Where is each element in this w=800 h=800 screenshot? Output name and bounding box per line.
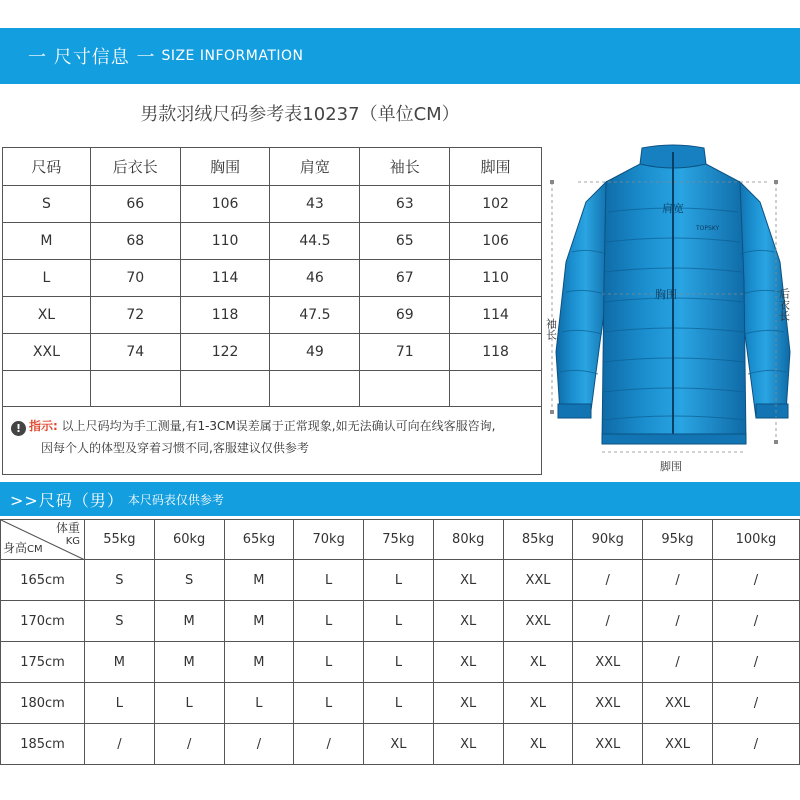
table-row (3, 186, 542, 223)
table-row (3, 223, 542, 260)
size-cell: / (712, 724, 799, 765)
size-cell: XL (433, 683, 503, 724)
size-cell: / (712, 601, 799, 642)
size-cell: L (294, 560, 364, 601)
size-cell: M (224, 560, 294, 601)
size-cell: XL (503, 724, 573, 765)
weight-header: 75kg (364, 520, 434, 560)
table-cell: XL (3, 297, 91, 334)
size-cell: S (85, 601, 155, 642)
table-cell: XXL (3, 334, 91, 371)
table-cell: 67 (360, 260, 450, 297)
size-cell: L (364, 642, 434, 683)
size-cell: S (85, 560, 155, 601)
size-cell: XL (503, 642, 573, 683)
size-cell: / (294, 724, 364, 765)
section-header (0, 28, 800, 84)
hem-label: 脚围 (660, 460, 682, 473)
size-recommendation-note: 本尺码表仅供参考 (127, 492, 224, 507)
jacket-image (544, 142, 800, 482)
size-cell: XXL (503, 601, 573, 642)
size-cell: L (294, 601, 364, 642)
height-cell: 165cm (1, 560, 85, 601)
size-cell: XL (433, 642, 503, 683)
table-row-empty (3, 371, 542, 407)
size-cell: / (224, 724, 294, 765)
size-cell: L (364, 683, 434, 724)
table-cell: 69 (360, 297, 450, 334)
table-header-row (3, 148, 542, 186)
size-cell: M (154, 642, 224, 683)
height-cell: 185cm (1, 724, 85, 765)
size-cell: L (294, 642, 364, 683)
size-cell: XL (433, 724, 503, 765)
size-cell: XXL (643, 724, 713, 765)
size-cell: / (573, 560, 643, 601)
size-cell: XL (503, 683, 573, 724)
size-cell: XXL (643, 683, 713, 724)
size-cell: M (85, 642, 155, 683)
size-cell: / (643, 642, 713, 683)
table-cell: 70 (90, 260, 180, 297)
size-cell: S (154, 560, 224, 601)
table-row (3, 260, 542, 297)
size-recommendation-title: >>尺码（男） (10, 490, 124, 510)
size-chart-title: 男款羽绒尺码参考表10237（单位CM） (140, 104, 460, 125)
table-cell: 71 (360, 334, 450, 371)
note-text-line1: 以上尺码均为手工测量,有1-3CM误差属于正常现象,如无法确认可向在线客服咨询, (61, 419, 496, 433)
table-row (1, 560, 800, 601)
column-header: 胸围 (180, 148, 270, 186)
note-label: 指示: (29, 419, 58, 433)
size-cell: / (712, 683, 799, 724)
jacket-illustration (544, 142, 800, 482)
table-row (3, 334, 542, 371)
size-cell: / (712, 560, 799, 601)
height-axis-label: 身高CM (3, 541, 43, 555)
table-cell: 114 (180, 260, 270, 297)
weight-header: 100kg (712, 520, 799, 560)
table-cell: 72 (90, 297, 180, 334)
table-cell: 46 (270, 260, 360, 297)
weight-header: 90kg (573, 520, 643, 560)
table-row (1, 642, 800, 683)
table-row (3, 297, 542, 334)
size-cell: / (573, 601, 643, 642)
table-cell: 106 (180, 186, 270, 223)
size-cell: XXL (573, 683, 643, 724)
weight-header: 95kg (643, 520, 713, 560)
weight-header-row (1, 520, 800, 560)
table-cell: M (3, 223, 91, 260)
brand-logo: TOPSKY (696, 225, 720, 232)
weight-header: 70kg (294, 520, 364, 560)
sleeve-label: 袖长 (544, 318, 558, 340)
column-header: 尺码 (3, 148, 91, 186)
back-length-label: 后衣长 (777, 288, 791, 321)
chest-label: 胸围 (655, 288, 677, 301)
weight-axis-label: 体重 KG (55, 521, 80, 547)
weight-header: 65kg (224, 520, 294, 560)
size-cell: L (85, 683, 155, 724)
size-cell: M (224, 642, 294, 683)
table-cell: S (3, 186, 91, 223)
size-cell: XL (433, 601, 503, 642)
measurement-note (3, 407, 542, 475)
height-cell: 170cm (1, 601, 85, 642)
size-cell: M (224, 601, 294, 642)
size-cell: L (364, 560, 434, 601)
size-cell: L (364, 601, 434, 642)
column-header: 后衣长 (90, 148, 180, 186)
note-text-line2: 因每个人的体型及穿着习惯不同,客服建议仅供参考 (41, 441, 309, 455)
table-cell: 44.5 (270, 223, 360, 260)
table-cell: 63 (360, 186, 450, 223)
size-cell: L (294, 683, 364, 724)
size-cell: / (712, 642, 799, 683)
table-cell: 118 (450, 334, 542, 371)
size-cell: XXL (573, 724, 643, 765)
size-cell: XL (433, 560, 503, 601)
size-cell: XXL (573, 642, 643, 683)
height-cell: 180cm (1, 683, 85, 724)
size-cell: / (85, 724, 155, 765)
table-cell: 49 (270, 334, 360, 371)
table-row (1, 724, 800, 765)
column-header: 袖长 (360, 148, 450, 186)
table-cell: 43 (270, 186, 360, 223)
size-cell: / (154, 724, 224, 765)
info-icon: ! (11, 421, 26, 436)
size-cell: L (224, 683, 294, 724)
size-chart-table (2, 147, 542, 475)
size-cell: XL (364, 724, 434, 765)
table-cell: 47.5 (270, 297, 360, 334)
size-cell: M (154, 601, 224, 642)
table-cell: 110 (450, 260, 542, 297)
height-cell: 175cm (1, 642, 85, 683)
weight-height-table (0, 519, 800, 765)
section-title-cn: 一 尺寸信息 一 (28, 47, 156, 68)
size-cell: L (154, 683, 224, 724)
note-row (3, 407, 542, 475)
section-title-en: SIZE INFORMATION (161, 48, 304, 64)
table-cell: 68 (90, 223, 180, 260)
corner-cell (1, 520, 85, 560)
size-cell: / (643, 601, 713, 642)
table-cell: L (3, 260, 91, 297)
table-cell: 110 (180, 223, 270, 260)
weight-header: 80kg (433, 520, 503, 560)
size-cell: / (643, 560, 713, 601)
table-cell: 66 (90, 186, 180, 223)
weight-header: 85kg (503, 520, 573, 560)
size-recommendation-header (0, 482, 800, 516)
table-row (1, 683, 800, 724)
weight-header: 55kg (85, 520, 155, 560)
weight-header: 60kg (154, 520, 224, 560)
table-cell: 114 (450, 297, 542, 334)
size-cell: XXL (503, 560, 573, 601)
shoulder-label: 肩宽 (662, 202, 684, 215)
table-cell: 118 (180, 297, 270, 334)
column-header: 肩宽 (270, 148, 360, 186)
table-cell: 106 (450, 223, 542, 260)
table-cell: 65 (360, 223, 450, 260)
table-cell: 102 (450, 186, 542, 223)
table-row (1, 601, 800, 642)
table-cell: 122 (180, 334, 270, 371)
table-cell: 74 (90, 334, 180, 371)
column-header: 脚围 (450, 148, 542, 186)
